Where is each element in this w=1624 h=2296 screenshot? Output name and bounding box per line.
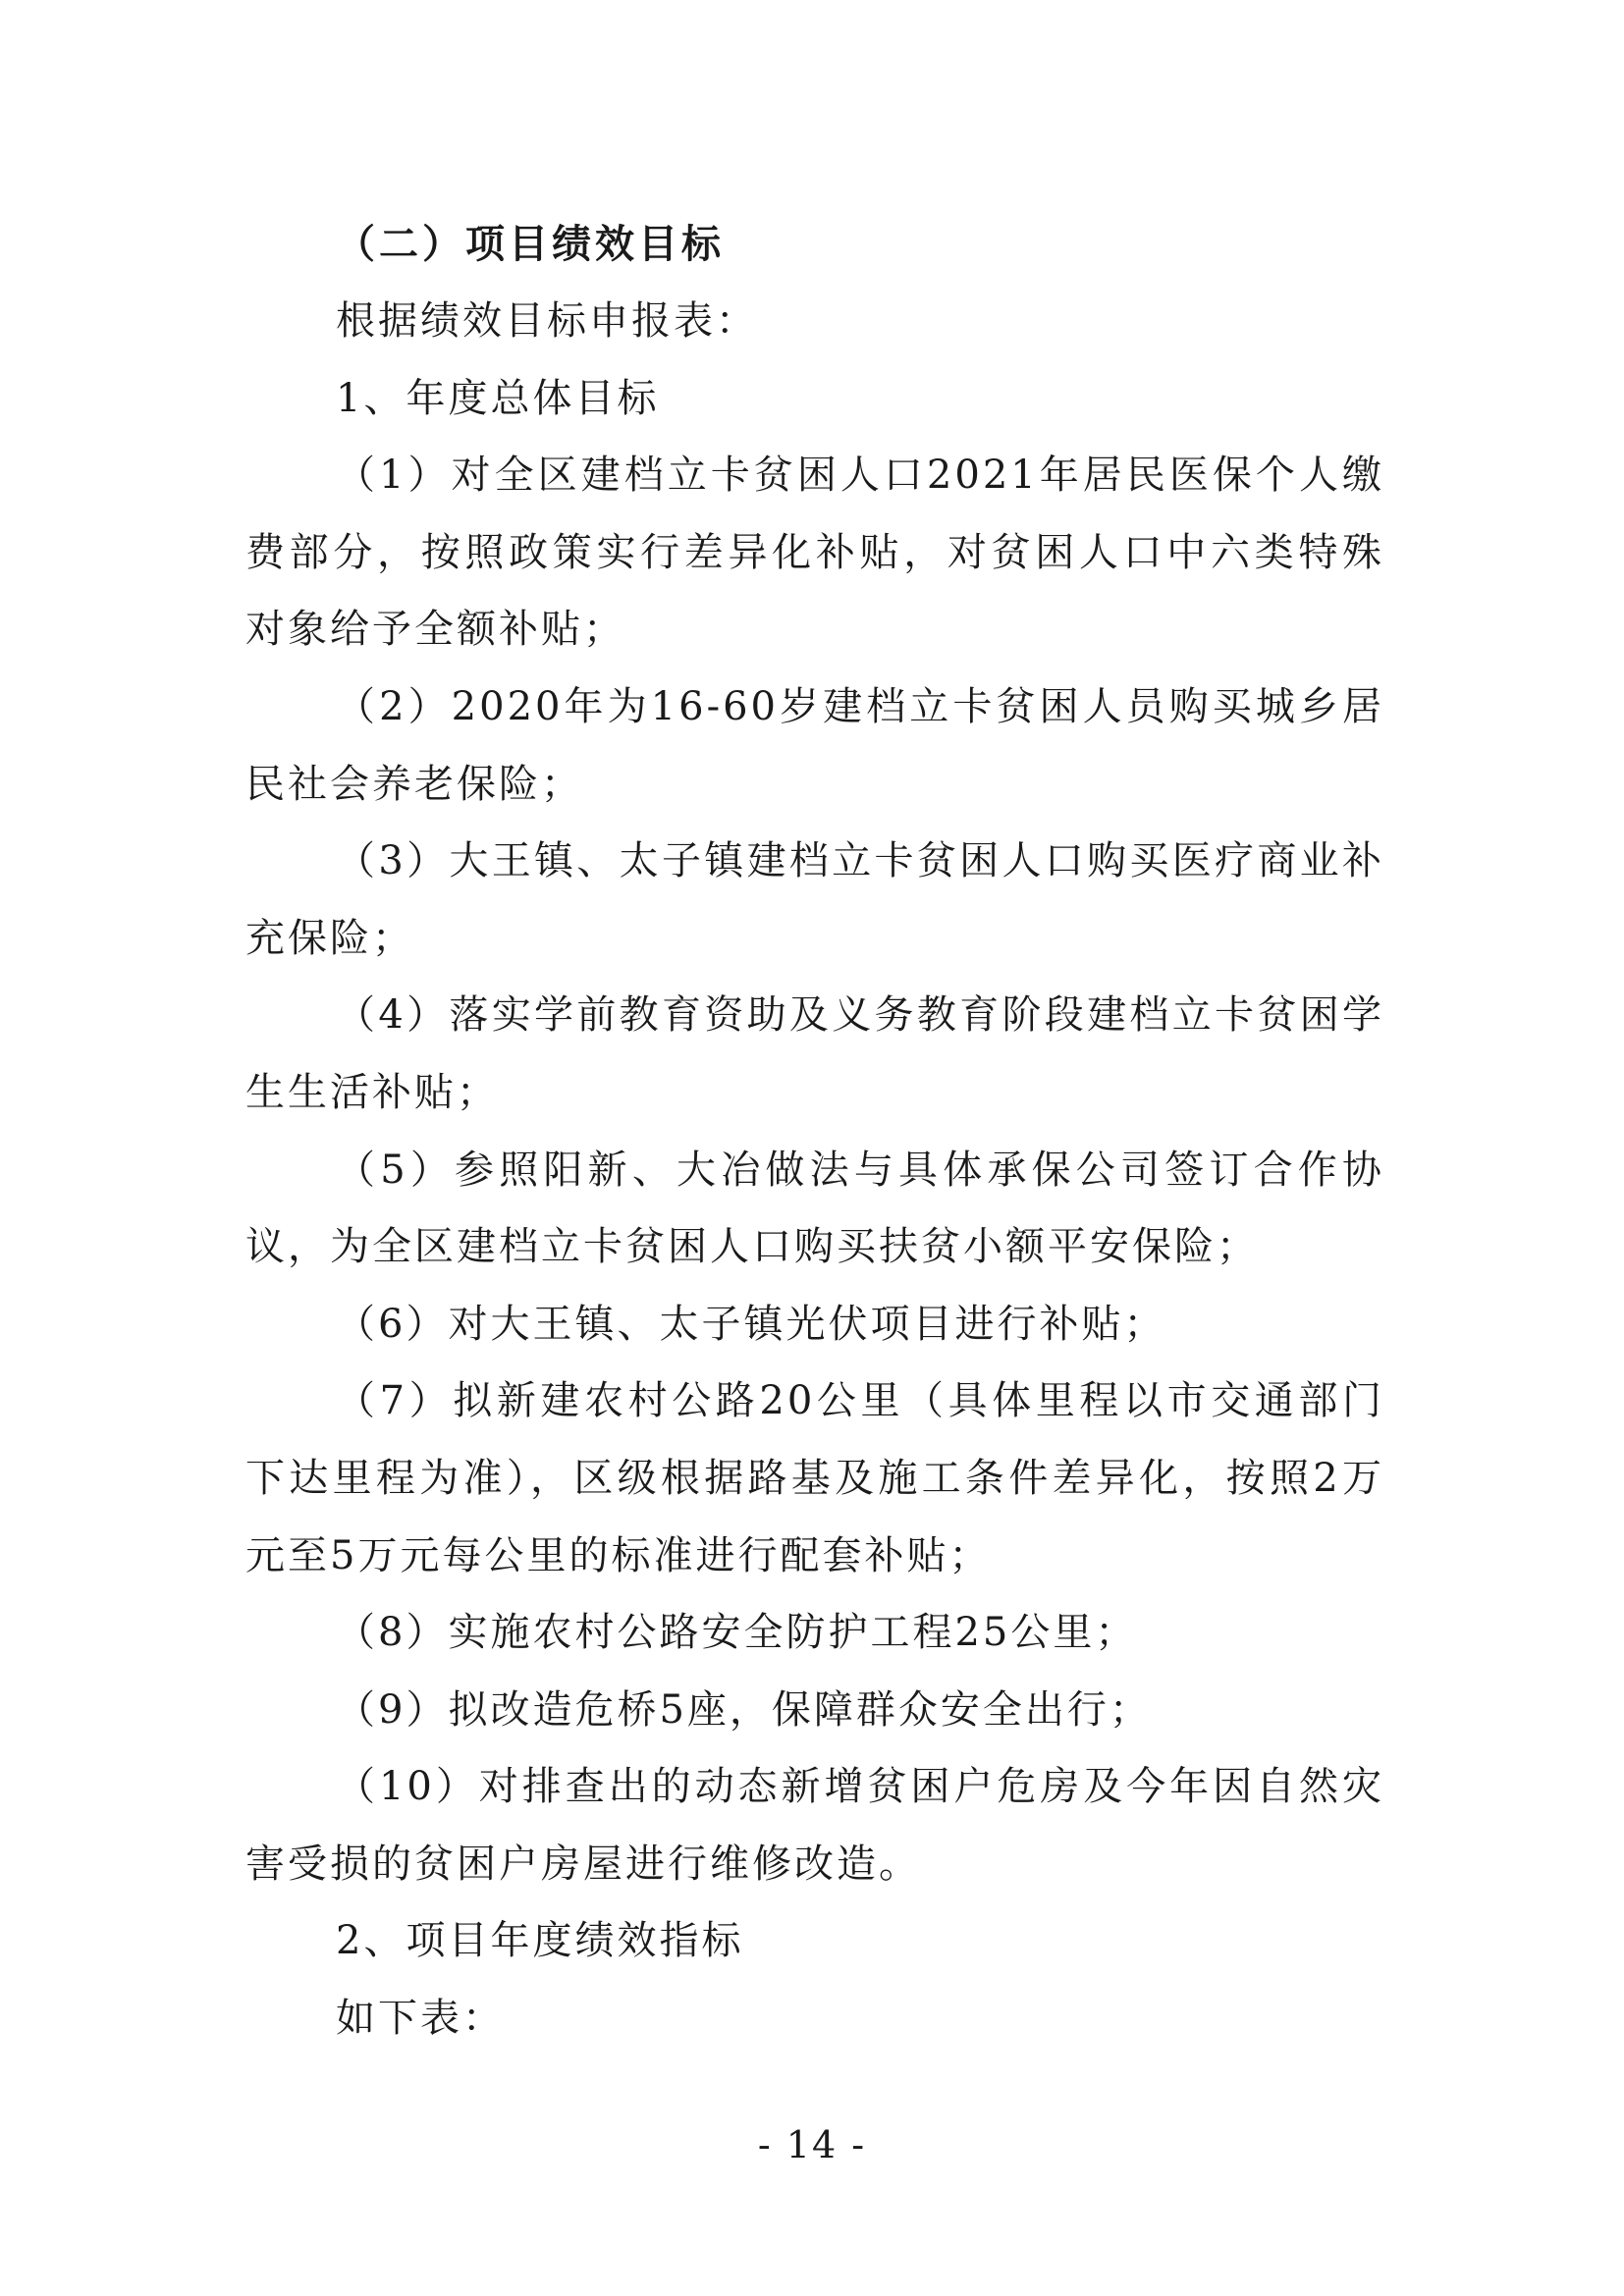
paragraph-see-table: 如下表： <box>336 1996 505 2042</box>
paragraph-item-7: （7）拟新建农村公路20公里（具体里程以市交通部门下达里程为准），区级根据路基及施工条件差异化，按照2万元至5万元每公里的标准进行配套补贴； <box>245 1378 1384 1578</box>
paragraph-item-9: （9）拟改造危桥5座，保障群众安全出行； <box>336 1686 1152 1733</box>
paragraph-annual-overall-target: 1、年度总体目标 <box>336 375 660 421</box>
paragraph-annual-performance-indicators: 2、项目年度绩效指标 <box>336 1918 744 1964</box>
paragraph-item-2: （2）2020年为16-60岁建档立卡贫困人员购买城乡居民社会养老保险； <box>245 683 1384 807</box>
paragraph-intro: 根据绩效目标申报表： <box>336 298 758 344</box>
paragraph-item-8: （8）实施农村公路安全防护工程25公里； <box>336 1610 1138 1656</box>
section-heading: （二）项目绩效目标 <box>336 222 725 267</box>
paragraph-item-5: （5）参照阳新、大冶做法与具体承保公司签订合作协议，为全区建档立卡贫困人口购买扶贫小额平安保险； <box>245 1147 1384 1270</box>
paragraph-item-6: （6）对大王镇、太子镇光伏项目进行补贴； <box>336 1301 1166 1347</box>
paragraph-item-3: （3）大王镇、太子镇建档立卡贫困人口购买医疗商业补充保险； <box>245 838 1384 961</box>
page-number: - 14 - <box>757 2123 867 2166</box>
paragraph-item-10: （10）对排查出的动态新增贫困户危房及今年因自然灾害受损的贫困户房屋进行维修改造。 <box>245 1764 1384 1887</box>
paragraph-item-4: （4）落实学前教育资助及义务教育阶段建档立卡贫困学生生活补贴； <box>245 992 1384 1115</box>
page-content <box>245 206 1384 2057</box>
paragraph-item-1: （1）对全区建档立卡贫困人口2021年居民医保个人缴费部分，按照政策实行差异化补贴，对贫困人口中六类特殊对象给予全额补贴； <box>245 453 1384 653</box>
